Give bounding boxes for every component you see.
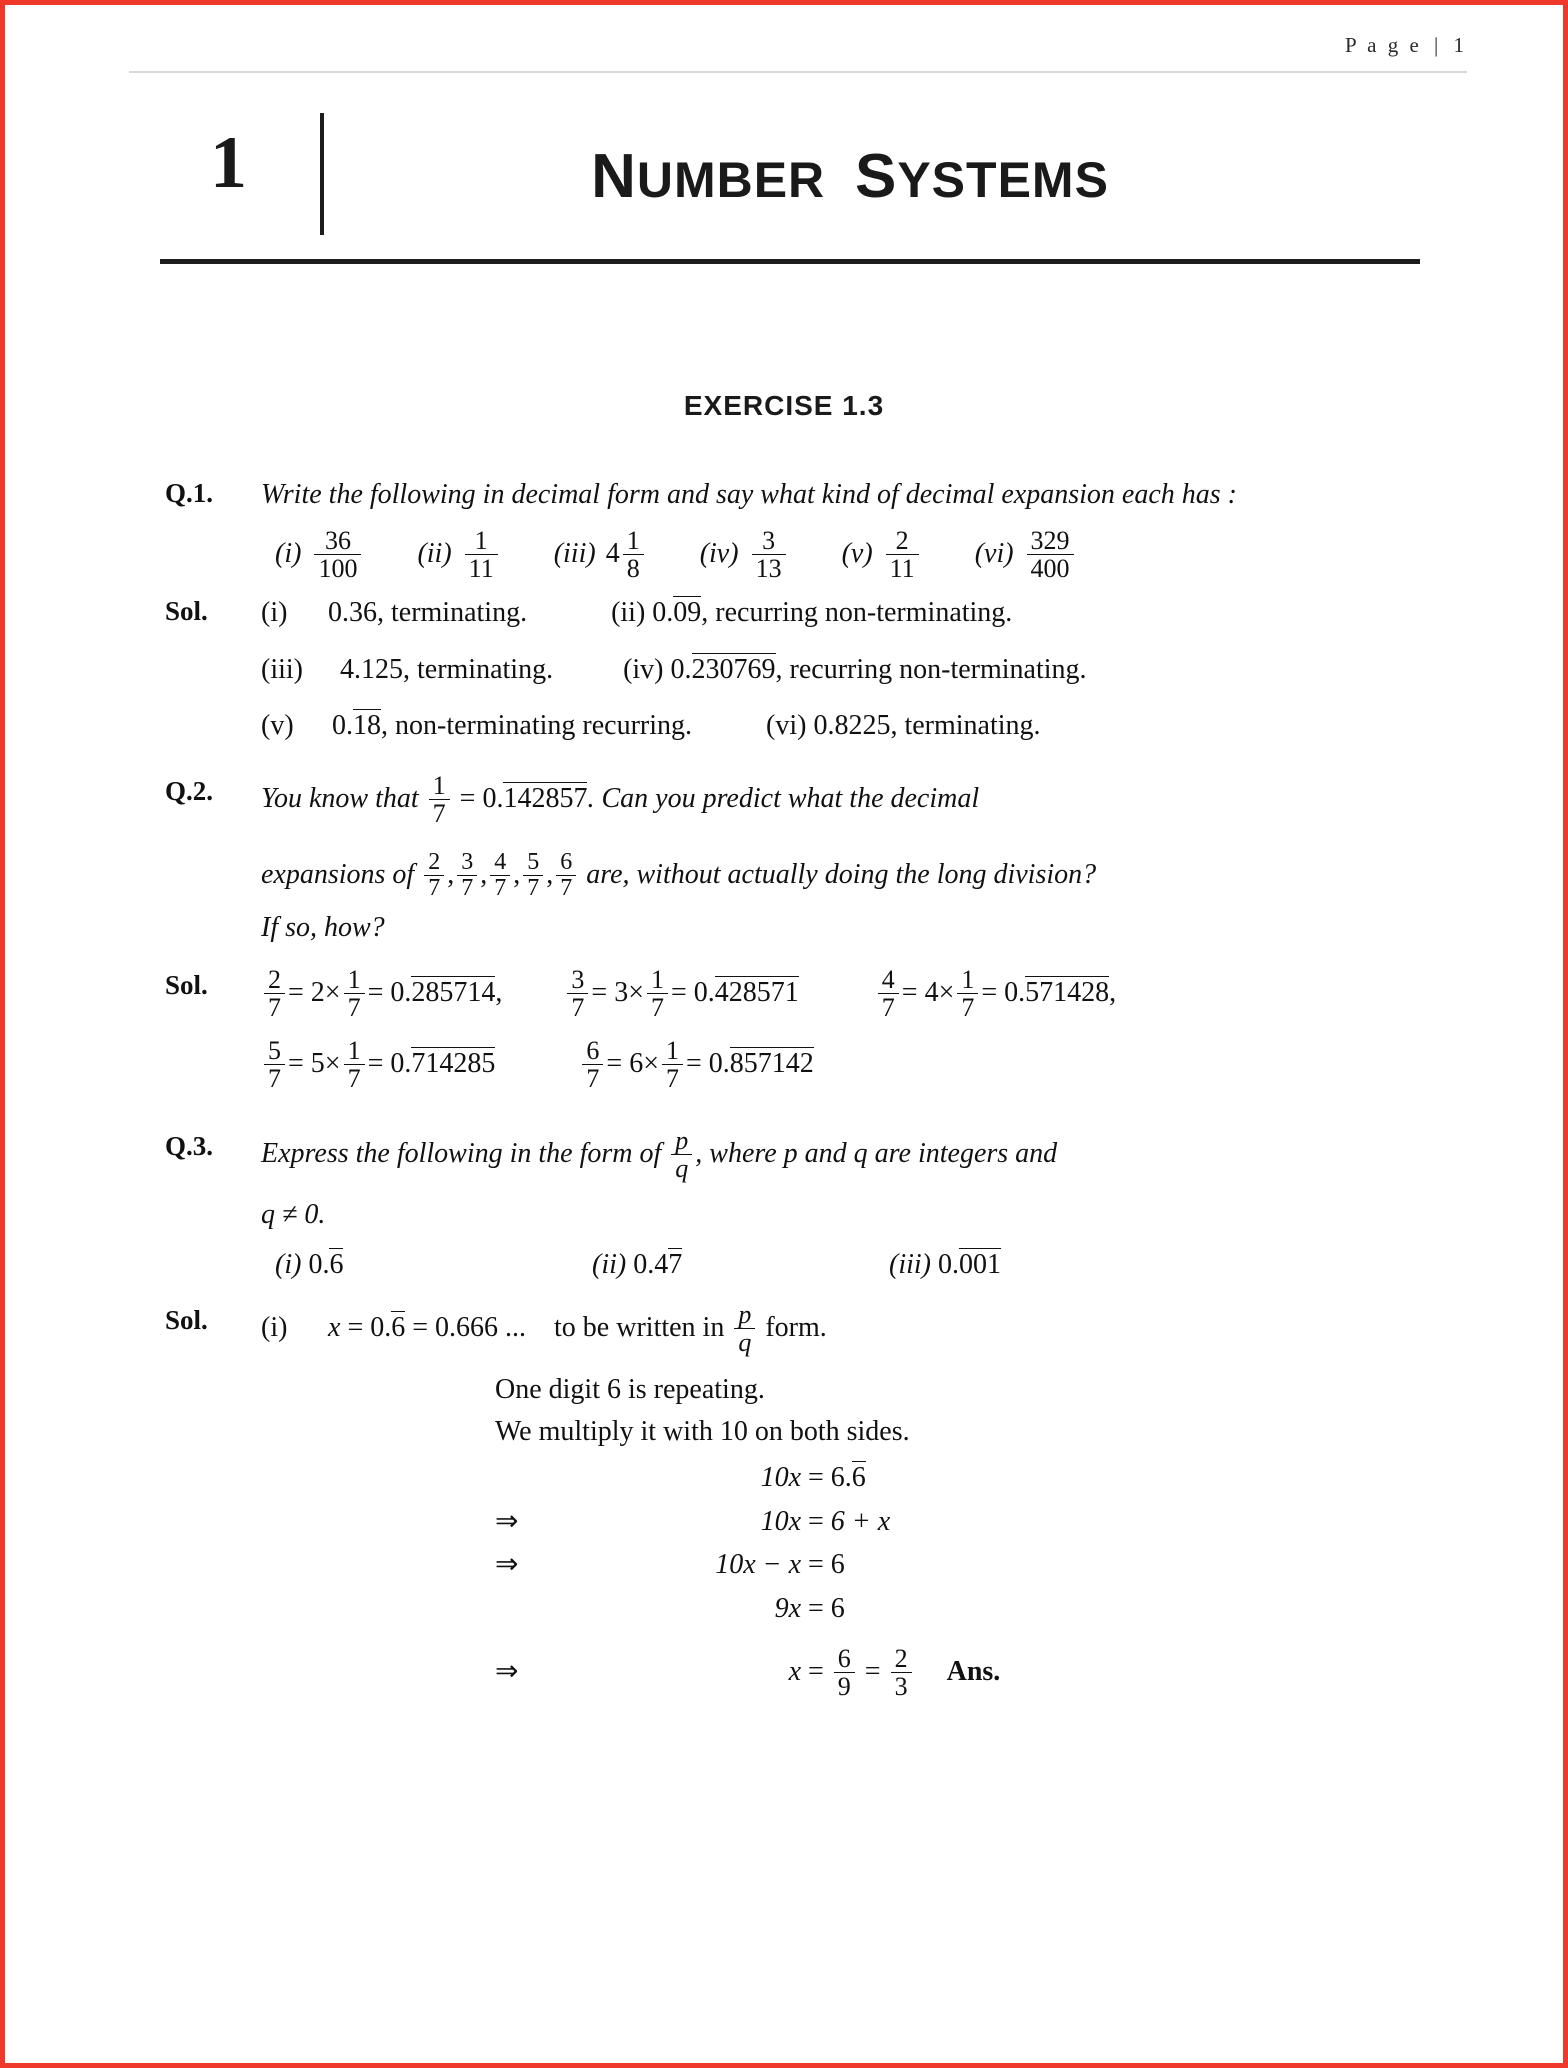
fraction: $\frac{3}{7}$ bbox=[457, 850, 477, 901]
fraction: $\frac{3}{13}$ bbox=[752, 527, 786, 583]
item-label: (i) bbox=[275, 537, 302, 569]
list-item bbox=[889, 1246, 1001, 1284]
page-number-value: 1 bbox=[1453, 33, 1467, 57]
equation: $\frac{6}{7}$ = 6× $\frac{1}{7}$ = 0.857142 bbox=[579, 1048, 813, 1079]
sol-label-b: (ii) bbox=[611, 597, 646, 629]
equation: $\frac{3}{7}$ = 3× $\frac{1}{7}$ = 0.428571 bbox=[564, 977, 798, 1008]
fraction: $\frac{p}{q}$ bbox=[671, 1127, 692, 1183]
sol-label: (v) bbox=[261, 710, 294, 742]
step-rhs: 6 bbox=[830, 1593, 845, 1625]
overline-digits: 571428 bbox=[1025, 976, 1110, 1008]
solution-2-tag: Sol. bbox=[165, 969, 208, 1000]
list-item bbox=[275, 1246, 585, 1284]
overline-digits: 18 bbox=[353, 710, 381, 742]
sol-form-text: form. bbox=[765, 1311, 827, 1343]
question-2 bbox=[165, 770, 1415, 829]
item-value: 0.6 bbox=[308, 1248, 344, 1280]
step-rhs: 6 + x bbox=[830, 1505, 891, 1537]
overline-digits: 142857 bbox=[503, 783, 588, 815]
fraction: $\frac{2}{11}$ bbox=[886, 527, 919, 583]
overline-digits: 285714 bbox=[411, 976, 496, 1008]
fraction: $\frac{p}{q}$ bbox=[734, 1301, 755, 1357]
final-eq-1: = bbox=[808, 1656, 824, 1688]
fraction: $\frac{6}{9}$ bbox=[834, 1645, 855, 1701]
step-eq: = bbox=[808, 1593, 824, 1625]
item-label: (vi) bbox=[974, 537, 1014, 569]
chapter-title-n: N bbox=[591, 142, 637, 211]
sol-label-b: (iv) bbox=[623, 653, 664, 685]
step-row bbox=[495, 1546, 1415, 1584]
variable-x: x bbox=[328, 1311, 341, 1343]
step-lhs: 10x bbox=[760, 1505, 801, 1537]
overline-digits: 857142 bbox=[729, 1048, 814, 1080]
overline-digits: 230769 bbox=[691, 653, 776, 685]
solution-3 bbox=[165, 1299, 1415, 1358]
repeating-decimal: 0.6 bbox=[370, 1311, 406, 1343]
sol-value-b: 0.230769, recurring non-terminating. bbox=[670, 653, 1087, 685]
step-rhs: 6.6 bbox=[830, 1461, 866, 1493]
solution-1-line-2 bbox=[261, 650, 1401, 691]
item-label: (ii) bbox=[592, 1248, 627, 1280]
step-eq: = bbox=[808, 1549, 824, 1581]
sol-label: (i) bbox=[261, 597, 288, 629]
step-lhs: 9x bbox=[774, 1593, 801, 1625]
fraction: $\frac{1}{7}$ bbox=[429, 772, 450, 828]
solution-3-steps bbox=[495, 1459, 1415, 1702]
fraction: $\frac{329}{400}$ bbox=[1027, 527, 1074, 583]
sol-value: 0.18, non-terminating recurring. bbox=[332, 710, 693, 742]
page-label: P a g e bbox=[1344, 33, 1422, 57]
chapter-underline bbox=[160, 259, 1420, 264]
item-label: (v) bbox=[841, 537, 873, 569]
question-3-continued bbox=[165, 1195, 1415, 1236]
list-item bbox=[841, 525, 922, 584]
question-3-tag: Q.3. bbox=[165, 1130, 214, 1161]
overline-digits: 714285 bbox=[411, 1048, 496, 1080]
answer-label: Ans. bbox=[946, 1656, 1001, 1688]
item-label: (iii) bbox=[889, 1248, 931, 1280]
solution-3-note-2: We multiply it with 10 on both sides. bbox=[495, 1416, 910, 1448]
solution-2-row-2 bbox=[261, 1038, 1401, 1094]
question-3 bbox=[165, 1125, 1415, 1184]
item-label: (i) bbox=[275, 1248, 302, 1280]
fraction: $\frac{2}{3}$ bbox=[891, 1645, 912, 1701]
solution-1-tag: Sol. bbox=[165, 596, 208, 627]
list-item bbox=[699, 525, 789, 584]
decimal-value: 0.666 ... bbox=[435, 1311, 527, 1343]
solution-2-row-1 bbox=[261, 964, 1401, 1023]
equation: $\frac{2}{7}$ = 2× $\frac{1}{7}$ = 0.285714, bbox=[261, 977, 502, 1008]
final-step-row bbox=[495, 1646, 1415, 1702]
question-2-tag: Q.2. bbox=[165, 775, 214, 806]
item-label: (iv) bbox=[699, 537, 739, 569]
solution-2-row-2-wrap bbox=[165, 1038, 1415, 1094]
question-1-tag: Q.1. bbox=[165, 478, 214, 508]
step-arrow: ⇒ bbox=[495, 1656, 519, 1688]
item-label: (ii) bbox=[417, 537, 452, 569]
fraction: $\frac{2}{7}$ bbox=[424, 850, 444, 901]
step-eq: = bbox=[808, 1505, 824, 1537]
page-header-number bbox=[1345, 33, 1467, 58]
equation: $\frac{4}{7}$ = 4× $\frac{1}{7}$ = 0.571428, bbox=[875, 977, 1116, 1008]
fraction: $\frac{4}{7}$ bbox=[490, 850, 510, 901]
exercise-title: EXERCISE 1.3 bbox=[683, 390, 885, 421]
sol-value: 0.36, terminating. bbox=[328, 597, 528, 629]
sol-label: (i) bbox=[261, 1311, 288, 1343]
question-3-text: Express the following in the form of $\frac{p}{q}$ , where p and q are integers and bbox=[261, 1125, 1058, 1184]
step-lhs: 10x − x bbox=[715, 1549, 801, 1581]
sol-label-b: (vi) bbox=[766, 710, 807, 742]
item-value: 0.47 bbox=[633, 1248, 683, 1280]
list-item bbox=[553, 525, 647, 584]
header-divider bbox=[129, 71, 1467, 73]
question-3-text-2: q ≠ 0. bbox=[261, 1199, 326, 1231]
sol-value-b: 0.8225, terminating. bbox=[813, 710, 1041, 742]
question-1 bbox=[165, 475, 1415, 516]
overline-digits: 428571 bbox=[714, 976, 799, 1008]
question-3-items bbox=[275, 1246, 1415, 1284]
fraction: $\frac{5}{7}$ bbox=[523, 850, 543, 901]
final-lhs: x bbox=[788, 1656, 801, 1688]
final-eq-2: = bbox=[864, 1656, 881, 1688]
page-inner bbox=[5, 5, 1563, 2063]
question-2-continued-2 bbox=[165, 908, 1415, 949]
page-separator: | bbox=[1434, 33, 1442, 57]
step-eq: = bbox=[808, 1461, 824, 1493]
overline-digits: 6 bbox=[391, 1311, 406, 1343]
solution-1-line-3-row bbox=[165, 706, 1415, 747]
mixed-number: 4 $\frac{1}{8}$ bbox=[606, 528, 647, 584]
exercise-content bbox=[165, 475, 1415, 1702]
chapter-title-ystems: YSTEMS bbox=[897, 152, 1109, 208]
chapter-title-s: S bbox=[854, 142, 898, 211]
list-item bbox=[275, 525, 364, 584]
item-label: (iii) bbox=[553, 537, 596, 569]
chapter-number: 1 bbox=[210, 122, 247, 204]
solution-1-line-1 bbox=[261, 593, 1401, 634]
question-2-text: You know that $\frac{1}{7}$ = 0.142857. Can you predict what the decimal bbox=[261, 770, 980, 829]
solution-2 bbox=[165, 964, 1415, 1023]
question-2-text-3: If so, how? bbox=[261, 911, 385, 943]
equation: $\frac{5}{7}$ = 5× $\frac{1}{7}$ = 0.714285 bbox=[261, 1048, 495, 1079]
overline-digits: 6 bbox=[329, 1248, 344, 1280]
sol-label: (iii) bbox=[261, 653, 303, 685]
question-1-items bbox=[275, 525, 1415, 584]
step-lhs: 10x bbox=[760, 1461, 801, 1493]
sol-tail-text: to be written in bbox=[554, 1311, 725, 1343]
step-rhs: 6 bbox=[830, 1549, 845, 1581]
list-item bbox=[417, 525, 500, 584]
fraction: $\frac{1}{11}$ bbox=[465, 527, 498, 583]
solution-3-tag: Sol. bbox=[165, 1304, 208, 1335]
overline-digits: 001 bbox=[959, 1248, 1001, 1280]
fraction: $\frac{36}{100}$ bbox=[314, 527, 361, 583]
sol-value: 4.125, terminating. bbox=[340, 653, 554, 685]
step-row bbox=[495, 1590, 1415, 1628]
chapter-vertical-rule bbox=[320, 113, 324, 235]
step-row bbox=[495, 1459, 1415, 1497]
solution-1 bbox=[165, 593, 1415, 634]
step-arrow: ⇒ bbox=[495, 1549, 519, 1581]
fraction: $\frac{6}{7}$ bbox=[556, 850, 576, 901]
overline-digits: 6 bbox=[851, 1461, 866, 1493]
solution-3-head: (i) x = 0.6 = 0.666 ... to be written in $\frac{p}{q}$ form. bbox=[261, 1299, 827, 1357]
overline-digits: 7 bbox=[668, 1248, 683, 1280]
question-2-text-2: expansions of $\frac{2}{7}$ , $\frac{3}{7}$ , $\frac{4}{7}$ , $\frac{5}{7}$ , $\frac{6}{7}$ are, without actually doing the long division? bbox=[261, 848, 1097, 901]
sol-value-b: 0.09, recurring non-terminating. bbox=[652, 597, 1013, 629]
chapter-title-umber: UMBER bbox=[636, 152, 826, 208]
item-value: 0.001 bbox=[938, 1248, 1001, 1280]
step-row bbox=[495, 1503, 1415, 1541]
chapter-title bbox=[450, 141, 1250, 212]
list-item bbox=[592, 1246, 882, 1284]
step-arrow: ⇒ bbox=[495, 1505, 519, 1537]
question-2-continued bbox=[165, 848, 1415, 902]
list-item bbox=[974, 525, 1077, 584]
solution-1-line-2-row bbox=[165, 650, 1415, 691]
solution-3-note-1: One digit 6 is repeating. bbox=[495, 1374, 765, 1406]
overline-digits: 09 bbox=[673, 597, 702, 629]
question-1-text: Write the following in decimal form and say what kind of decimal expansion each has : bbox=[261, 479, 1237, 510]
solution-1-line-3 bbox=[261, 706, 1401, 747]
chapter-heading bbox=[160, 113, 1420, 243]
